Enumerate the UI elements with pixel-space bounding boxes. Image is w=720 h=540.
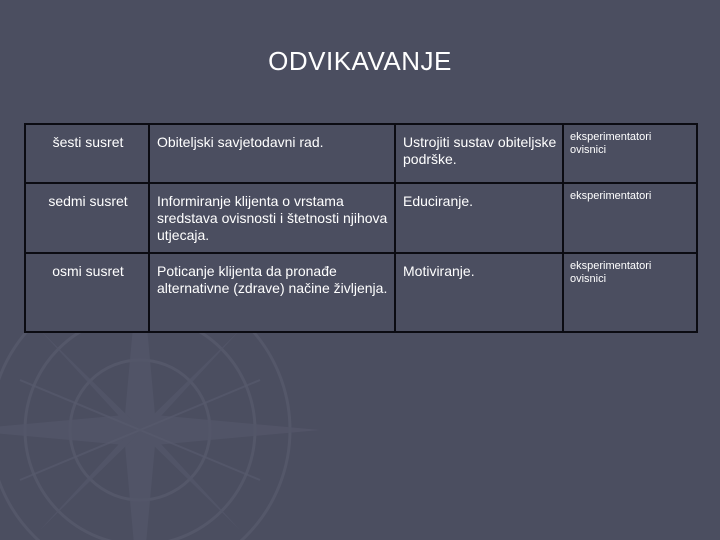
sessions-table [24,123,698,333]
session-cell: sedmi susret [25,183,149,253]
target-label: eksperimentatori [570,190,652,202]
target-label: eksperimentatori [570,260,652,272]
session-cell: šesti susret [25,124,149,183]
session-cell: osmi susret [25,253,149,332]
table-row [25,183,697,253]
goal-cell: Motiviranje. [395,253,563,332]
target-cell [563,124,697,183]
target-label: ovisnici [570,273,607,285]
goal-cell: Educiranje. [395,183,563,253]
table-row [25,124,697,183]
target-cell [563,183,697,253]
table-row [25,253,697,332]
target-label: ovisnici [570,144,607,156]
content-cell: Obiteljski savjetodavni rad. [149,124,395,183]
target-label: eksperimentatori [570,131,652,143]
slide-title: ODVIKAVANJE [268,46,452,76]
content-cell: Informiranje klijenta o vrstama sredstava ovisnosti i štetnosti njihova utjecaja. [149,183,395,253]
target-cell [563,253,697,332]
goal-cell: Ustrojiti sustav obiteljske podrške. [395,124,563,183]
content-cell: Poticanje klijenta da pronađe alternativne (zdrave) načine življenja. [149,253,395,332]
